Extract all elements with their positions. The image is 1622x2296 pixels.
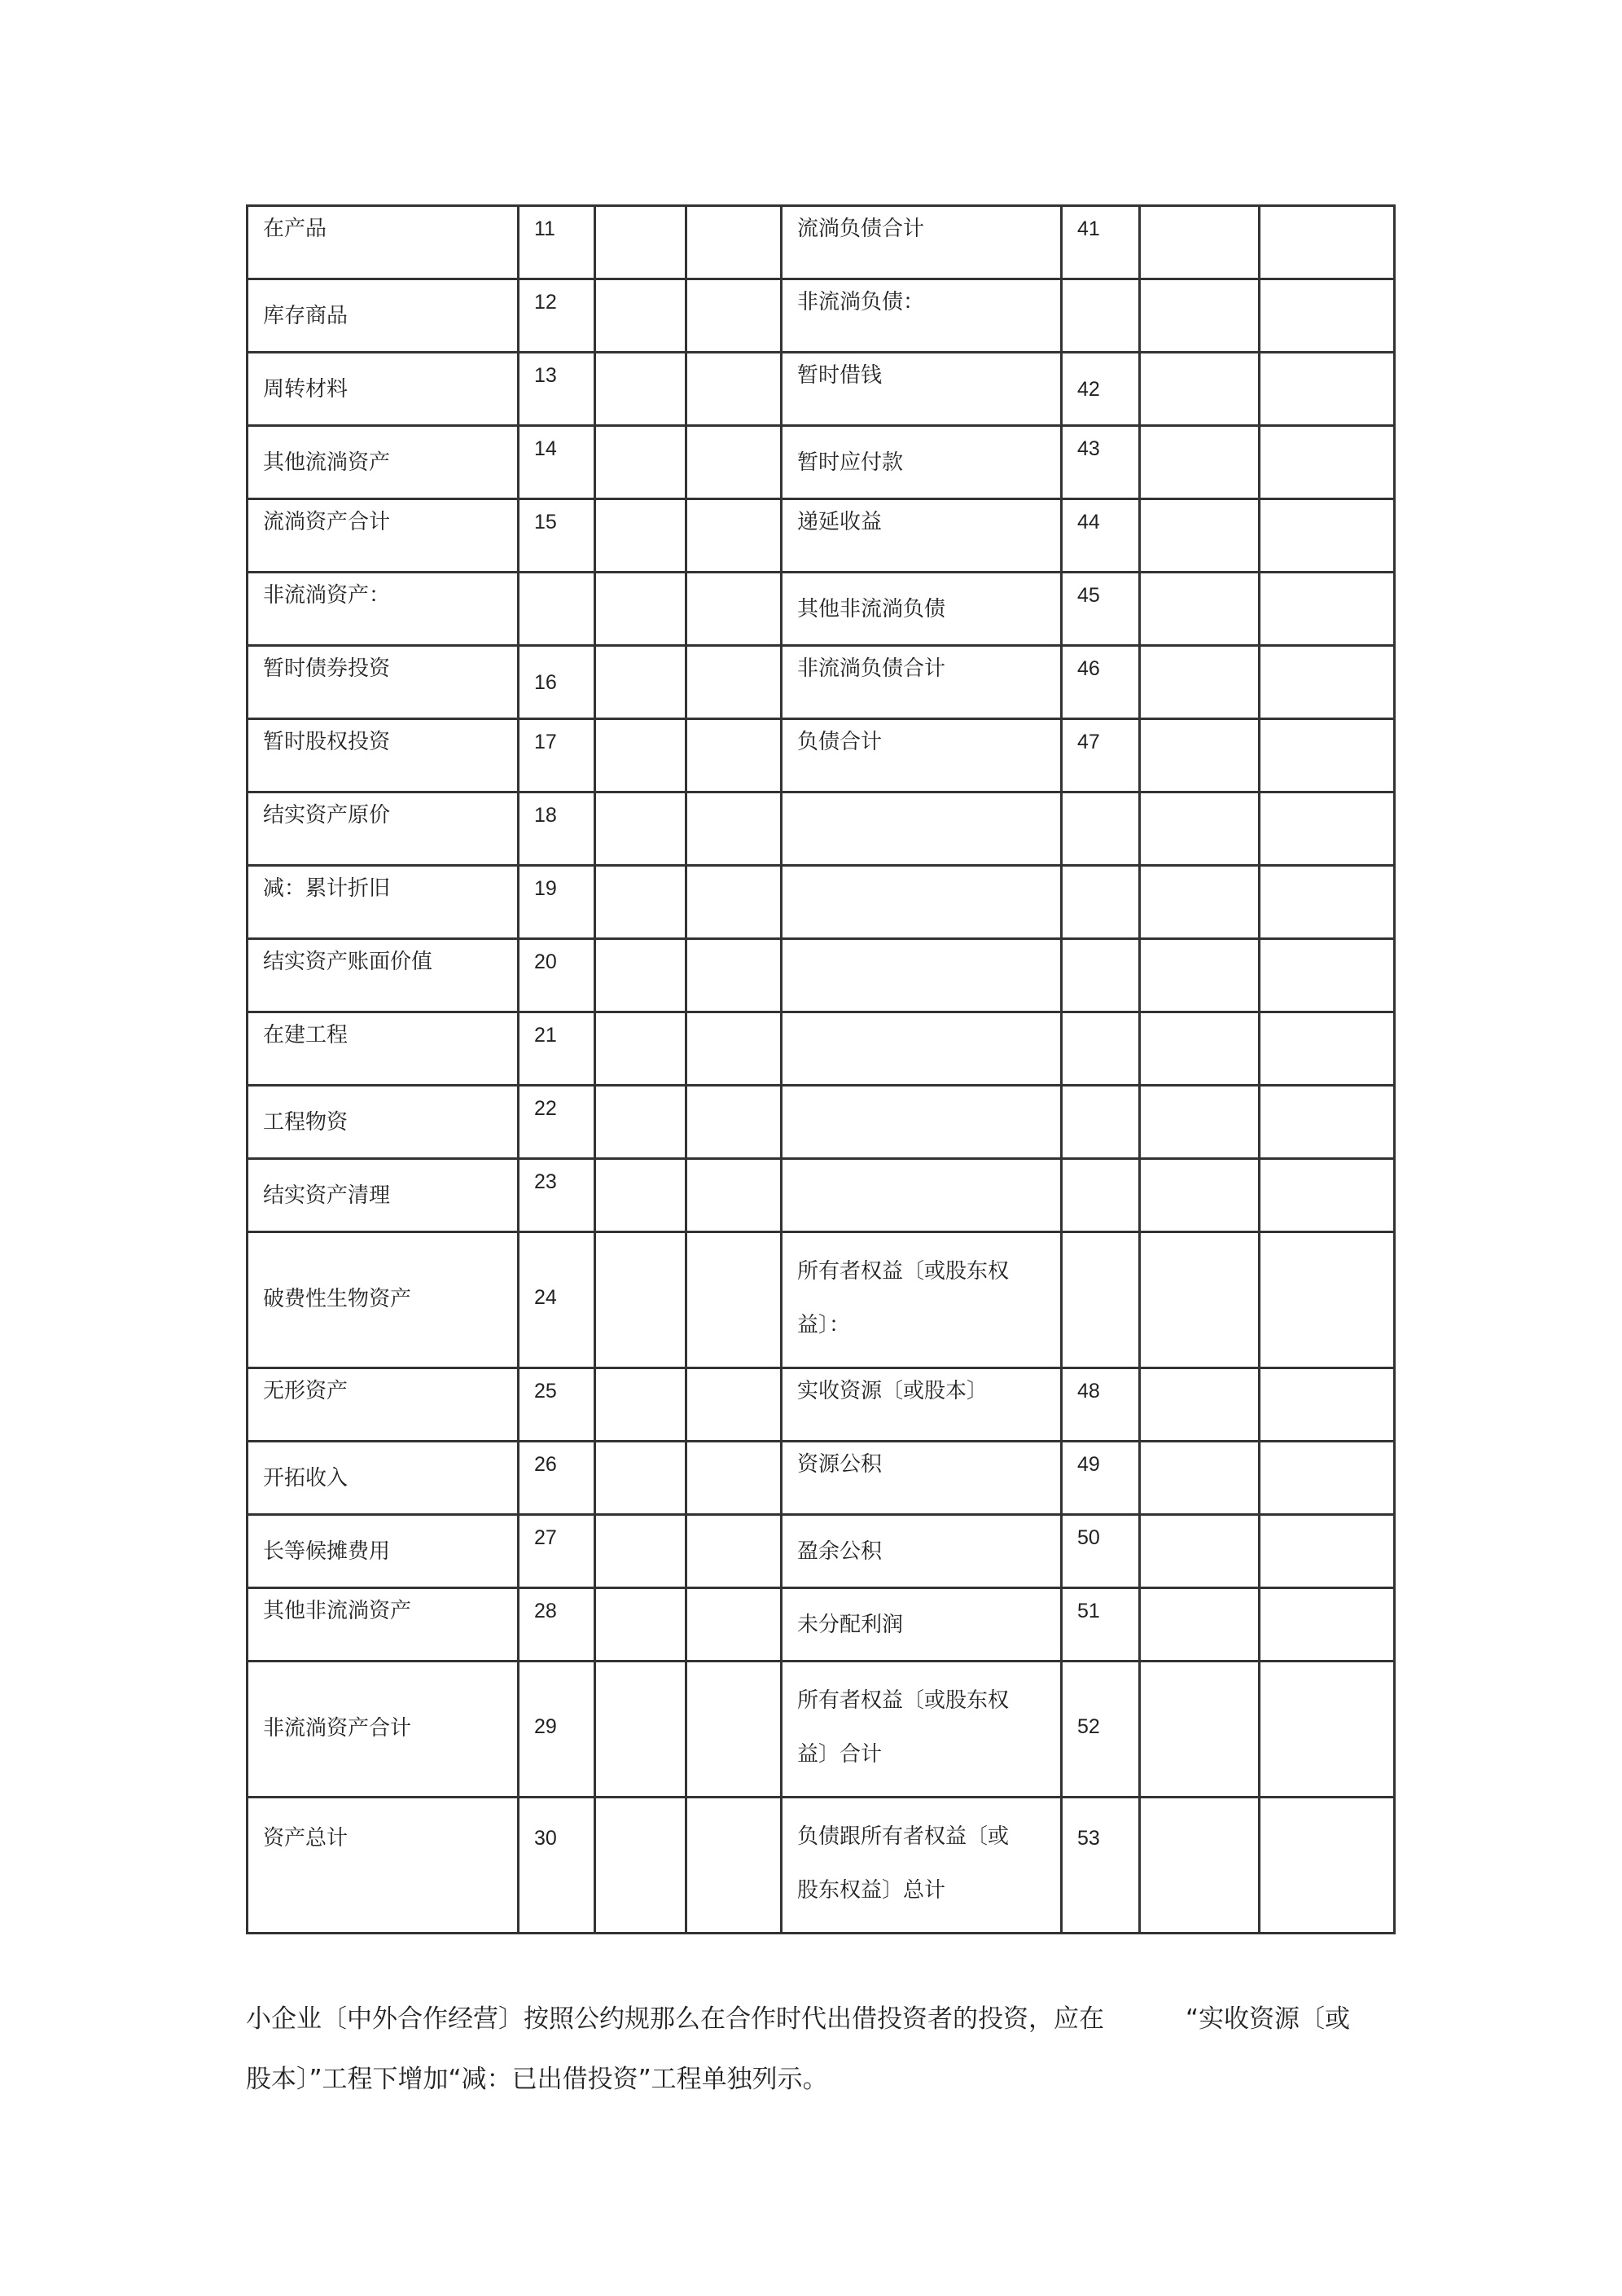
table-row [248,792,1395,866]
liability-amount-cell [1140,1159,1260,1232]
liability-line-no-cell [1062,939,1140,1012]
table-row [248,1442,1395,1515]
liability-line-no-cell: 43 [1062,426,1140,499]
asset-line-no-cell: 26 [519,1442,595,1515]
liability-amount-cell [1140,1232,1260,1368]
liability-amount-cell [1260,499,1395,573]
asset-amount-cell [595,646,686,719]
liability-amount-cell [1140,573,1260,646]
liability-item-cell: 资源公积 [782,1442,1062,1515]
asset-item-cell: 周转材料 [248,353,519,426]
asset-amount-cell [686,1368,782,1442]
asset-amount-cell [686,646,782,719]
asset-amount-cell [686,1442,782,1515]
liability-line-no-cell: 46 [1062,646,1140,719]
liability-item-cell [782,1232,1062,1368]
liability-amount-cell [1140,353,1260,426]
table-row [248,206,1395,279]
asset-item-cell: 开拓收入 [248,1442,519,1515]
asset-item-cell: 结实资产清理 [248,1159,519,1232]
liability-amount-cell [1140,279,1260,353]
asset-amount-cell [686,279,782,353]
liability-item-cell [782,1012,1062,1086]
liability-line-no-cell: 44 [1062,499,1140,573]
liability-amount-cell [1140,646,1260,719]
liability-line-no-cell: 42 [1062,353,1140,426]
asset-item-cell: 长等候摊费用 [248,1515,519,1588]
liability-item-cell: 实收资源〔或股本〕 [782,1368,1062,1442]
liability-amount-cell [1140,866,1260,939]
asset-item-cell: 其他流淌资产 [248,426,519,499]
liability-line-no-cell: 45 [1062,573,1140,646]
liability-amount-cell [1260,646,1395,719]
liability-item-cell: 其他非流淌负债 [782,573,1062,646]
asset-amount-cell [595,1232,686,1368]
liability-line-no-cell: 47 [1062,719,1140,792]
liability-line-no-cell [1062,1012,1140,1086]
asset-amount-cell [595,1662,686,1798]
liability-amount-cell [1260,1232,1395,1368]
table-row [248,646,1395,719]
liability-amount-cell [1140,1798,1260,1934]
asset-line-no-cell [519,573,595,646]
liability-amount-cell [1260,1798,1395,1934]
asset-item-cell: 结实资产账面价值 [248,939,519,1012]
liability-item-cell: 负债合计 [782,719,1062,792]
asset-item-cell: 资产总计 [248,1798,519,1934]
liability-line-no-cell [1062,279,1140,353]
asset-item-cell: 结实资产原价 [248,792,519,866]
liability-amount-cell [1260,939,1395,1012]
liability-item-cell [782,1086,1062,1159]
table-row [248,1588,1395,1662]
liability-line-no-cell: 41 [1062,206,1140,279]
table-row [248,866,1395,939]
asset-line-no-cell: 28 [519,1588,595,1662]
asset-amount-cell [595,939,686,1012]
asset-line-no-cell: 22 [519,1086,595,1159]
asset-amount-cell [595,1798,686,1934]
asset-item-cell: 破费性生物资产 [248,1232,519,1368]
asset-amount-cell [686,206,782,279]
asset-amount-cell [686,1798,782,1934]
asset-item-cell: 在产品 [248,206,519,279]
liability-line-no-cell: 49 [1062,1442,1140,1515]
liability-amount-cell [1140,1442,1260,1515]
asset-amount-cell [686,792,782,866]
liability-item-cell: 暂时应付款 [782,426,1062,499]
equity-total-line1: 所有者权益〔或股东权 [797,1688,1010,1713]
table-row [248,1798,1395,1934]
liability-item-cell: 盈余公积 [782,1515,1062,1588]
table-row [248,426,1395,499]
asset-line-no-cell: 18 [519,792,595,866]
asset-line-no-cell: 29 [519,1662,595,1798]
asset-line-no-cell: 14 [519,426,595,499]
liability-line-no-cell: 53 [1062,1798,1140,1934]
table-row [248,719,1395,792]
footnote-line-1: 小企业〔中外合作经营〕按照公约规那么在合作时代出借投资者的投资，应在 “实收资源〔或 [246,2004,1351,2034]
liability-amount-cell [1260,1515,1395,1588]
equity-heading-line2: 益〕： [797,1313,851,1337]
liability-amount-cell [1140,792,1260,866]
liability-amount-cell [1140,1662,1260,1798]
asset-amount-cell [595,1515,686,1588]
table-row [248,499,1395,573]
liability-line-no-cell [1062,792,1140,866]
liability-item-cell: 非流淌负债： [782,279,1062,353]
table-row [248,1232,1395,1368]
asset-amount-cell [595,1086,686,1159]
table-row [248,1662,1395,1798]
liability-amount-cell [1260,866,1395,939]
asset-amount-cell [686,499,782,573]
asset-amount-cell [686,573,782,646]
liability-amount-cell [1140,939,1260,1012]
asset-amount-cell [595,1442,686,1515]
liability-amount-cell [1140,206,1260,279]
asset-amount-cell [686,1086,782,1159]
asset-line-no-cell: 11 [519,206,595,279]
asset-amount-cell [686,353,782,426]
liability-amount-cell [1140,1368,1260,1442]
asset-amount-cell [595,719,686,792]
liability-amount-cell [1140,1515,1260,1588]
footnote-line-2: 股本〕”工程下增加“减：已出借投资”工程单独列示。 [246,2065,828,2094]
asset-amount-cell [595,279,686,353]
table-row [248,1012,1395,1086]
balance-sheet-table [246,204,1396,1934]
liability-line-no-cell: 52 [1062,1662,1140,1798]
asset-amount-cell [595,866,686,939]
asset-amount-cell [686,1662,782,1798]
asset-line-no-cell: 30 [519,1798,595,1934]
table-row [248,1368,1395,1442]
asset-amount-cell [686,1012,782,1086]
liability-item-cell [782,939,1062,1012]
liability-amount-cell [1260,1588,1395,1662]
table-row [248,1515,1395,1588]
asset-line-no-cell: 12 [519,279,595,353]
liability-item-cell: 非流淌负债合计 [782,646,1062,719]
asset-amount-cell [595,1588,686,1662]
asset-amount-cell [686,426,782,499]
liability-item-cell [782,1159,1062,1232]
liability-line-no-cell [1062,1232,1140,1368]
liability-item-cell [782,1798,1062,1934]
table-row [248,279,1395,353]
asset-item-cell: 非流淌资产： [248,573,519,646]
table-row [248,1086,1395,1159]
liability-item-cell: 递延收益 [782,499,1062,573]
table-row [248,1159,1395,1232]
liability-amount-cell [1260,279,1395,353]
asset-line-no-cell: 23 [519,1159,595,1232]
liability-amount-cell [1260,792,1395,866]
asset-amount-cell [595,353,686,426]
table-row [248,353,1395,426]
grand-total-line2: 股东权益〕总计 [797,1878,946,1903]
liability-amount-cell [1260,353,1395,426]
liability-line-no-cell [1062,866,1140,939]
asset-item-cell: 暂时股权投资 [248,719,519,792]
liability-amount-cell [1260,1159,1395,1232]
asset-line-no-cell: 17 [519,719,595,792]
asset-line-no-cell: 13 [519,353,595,426]
asset-line-no-cell: 24 [519,1232,595,1368]
liability-amount-cell [1260,719,1395,792]
asset-item-cell: 减：累计折旧 [248,866,519,939]
asset-item-cell: 库存商品 [248,279,519,353]
liability-item-cell: 流淌负债合计 [782,206,1062,279]
liability-amount-cell [1140,1588,1260,1662]
asset-amount-cell [595,206,686,279]
liability-amount-cell [1140,426,1260,499]
liability-amount-cell [1260,1442,1395,1515]
asset-amount-cell [686,939,782,1012]
asset-item-cell: 工程物资 [248,1086,519,1159]
liability-amount-cell [1260,1012,1395,1086]
liability-amount-cell [1260,426,1395,499]
liability-item-cell [782,866,1062,939]
asset-amount-cell [686,719,782,792]
asset-amount-cell [595,426,686,499]
liability-line-no-cell [1062,1159,1140,1232]
asset-item-cell: 在建工程 [248,1012,519,1086]
liability-item-cell: 暂时借钱 [782,353,1062,426]
liability-item-cell: 未分配利润 [782,1588,1062,1662]
asset-amount-cell [686,1232,782,1368]
liability-line-no-cell: 50 [1062,1515,1140,1588]
asset-amount-cell [595,1368,686,1442]
liability-amount-cell [1260,206,1395,279]
asset-line-no-cell: 20 [519,939,595,1012]
liability-amount-cell [1260,1662,1395,1798]
asset-line-no-cell: 25 [519,1368,595,1442]
asset-amount-cell [595,1012,686,1086]
table-row [248,939,1395,1012]
liability-amount-cell [1260,1086,1395,1159]
liability-item-cell [782,1662,1062,1798]
liability-amount-cell [1140,1012,1260,1086]
asset-amount-cell [686,1588,782,1662]
liability-amount-cell [1260,573,1395,646]
asset-line-no-cell: 16 [519,646,595,719]
asset-item-cell: 暂时债券投资 [248,646,519,719]
asset-amount-cell [595,573,686,646]
liability-amount-cell [1140,719,1260,792]
liability-amount-cell [1260,1368,1395,1442]
grand-total-line1: 负债跟所有者权益〔或 [797,1824,1010,1849]
asset-line-no-cell: 15 [519,499,595,573]
asset-item-cell: 非流淌资产合计 [248,1662,519,1798]
liability-line-no-cell [1062,1086,1140,1159]
liability-item-cell [782,792,1062,866]
liability-line-no-cell: 51 [1062,1588,1140,1662]
liability-amount-cell [1140,499,1260,573]
asset-amount-cell [595,499,686,573]
asset-item-cell: 无形资产 [248,1368,519,1442]
asset-item-cell: 其他非流淌资产 [248,1588,519,1662]
liability-amount-cell [1140,1086,1260,1159]
asset-amount-cell [595,1159,686,1232]
asset-item-cell: 流淌资产合计 [248,499,519,573]
liability-line-no-cell: 48 [1062,1368,1140,1442]
asset-line-no-cell: 19 [519,866,595,939]
asset-amount-cell [686,1159,782,1232]
equity-total-line2: 益〕合计 [797,1742,883,1767]
asset-amount-cell [686,866,782,939]
table-row [248,573,1395,646]
asset-line-no-cell: 27 [519,1515,595,1588]
equity-heading-line1: 所有者权益〔或股东权 [797,1259,1010,1284]
asset-line-no-cell: 21 [519,1012,595,1086]
asset-amount-cell [686,1515,782,1588]
asset-amount-cell [595,792,686,866]
